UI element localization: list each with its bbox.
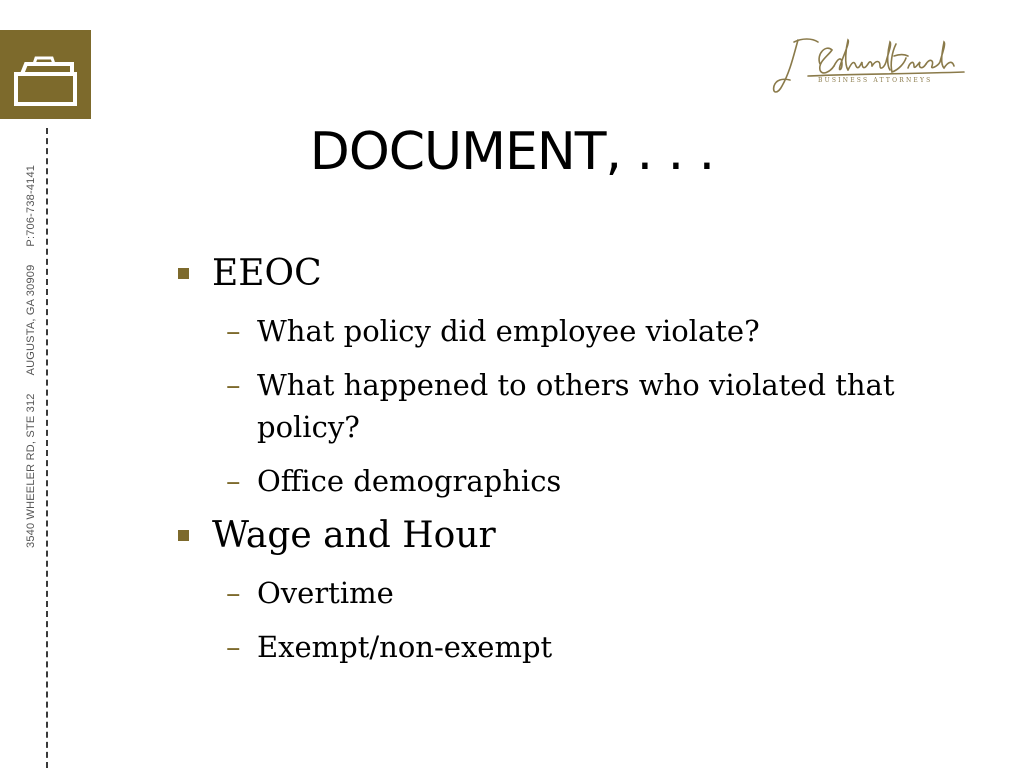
phone-number: P:706-738-4141 (25, 164, 37, 247)
sub-bullet-text: Office demographics (257, 464, 562, 498)
dash-marker: – (226, 576, 241, 610)
firm-signature-logo (768, 34, 968, 104)
bullet-heading: EEOC (212, 253, 322, 294)
dash-marker: – (226, 368, 241, 402)
city-state-zip: AUGUSTA, GA 30909 (25, 264, 37, 376)
sidebar-address (25, 165, 37, 548)
sidebar-divider (46, 128, 48, 768)
dash-marker: – (226, 464, 241, 498)
street-address: 3540 WHEELER RD, STE 312 (25, 393, 37, 548)
dash-marker: – (226, 314, 241, 348)
signature-icon (768, 34, 968, 104)
firm-tagline: BUSINESS ATTORNEYS (818, 77, 933, 84)
sub-bullet-text: What policy did employee violate? (257, 314, 760, 348)
folder-icon (0, 30, 91, 119)
square-bullet-icon (178, 268, 189, 279)
sub-bullet (170, 460, 950, 502)
sub-bullet-text: Exempt/non-exempt (257, 630, 553, 664)
bullet-eeoc (170, 252, 950, 296)
dash-marker: – (226, 630, 241, 664)
sub-bullet (170, 572, 950, 614)
square-bullet-icon (178, 530, 189, 541)
slide-content (170, 252, 950, 680)
bullet-wage-and-hour (170, 514, 950, 558)
sub-bullet (170, 626, 950, 668)
sub-bullet (170, 310, 950, 352)
page-title: DOCUMENT, . . . (309, 122, 715, 182)
brand-logo (0, 30, 91, 119)
sub-bullet-text: What happened to others who violated that policy? (257, 368, 895, 444)
bullet-heading: Wage and Hour (212, 515, 496, 556)
sub-bullet-text: Overtime (257, 576, 394, 610)
sub-bullet (170, 364, 950, 448)
